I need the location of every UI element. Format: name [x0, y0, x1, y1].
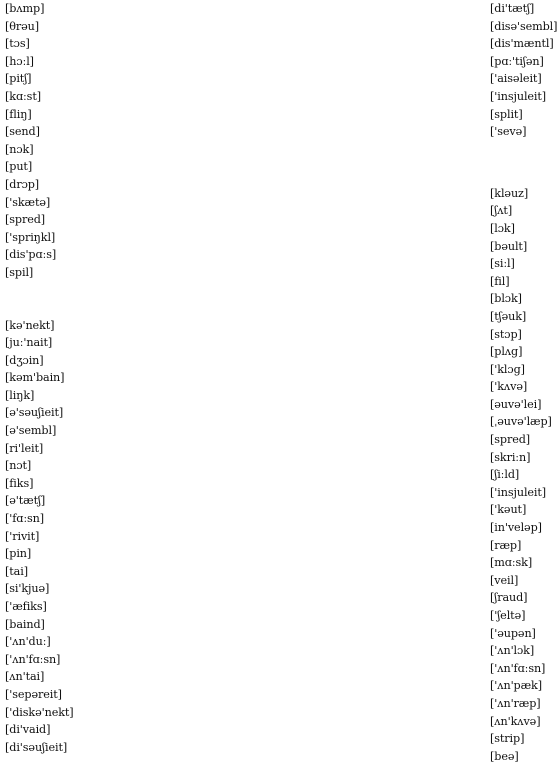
transcription-entry: ['ʃeltə]	[490, 609, 526, 622]
transcription-entry: ['ʌn'fɑːsn]	[490, 661, 546, 675]
transcription-entry: [veil]	[490, 573, 519, 587]
transcription-entry: [baind]	[5, 617, 45, 631]
transcription-entry: [hɔːl]	[5, 54, 34, 68]
transcription-entry: ['ʌn'lɔk]	[490, 644, 535, 658]
transcription-entry: [put]	[5, 160, 33, 174]
transcription-entry: [əuvə'lei]	[490, 397, 542, 411]
transcription-entry: [bʌmp]	[5, 2, 45, 15]
transcription-entry: [fil]	[490, 274, 510, 288]
transcription-entry: [beə]	[490, 749, 519, 763]
transcription-entry: ['insjuleit]	[490, 485, 547, 499]
transcription-entry: ['skætə]	[5, 195, 51, 209]
transcription-entry: [kəm'bain]	[5, 371, 65, 385]
transcription-entry: ['sepəreit]	[5, 687, 62, 701]
right-transcription-column	[490, 0, 557, 765]
transcription-entry: [ʌn'tai]	[5, 670, 45, 684]
transcription-entry: [tɔs]	[5, 37, 30, 51]
transcription-entry: ['kʌvə]	[490, 380, 528, 394]
transcription-entry: [di'tætʃ]	[490, 2, 535, 15]
transcription-entry: ['rivit]	[5, 529, 40, 543]
transcription-entry: [skriːn]	[490, 450, 531, 464]
transcription-entry: [bəult]	[490, 239, 528, 253]
transcription-entry: [dis'mæntl]	[490, 37, 554, 51]
transcription-entry: [kɑːst]	[5, 89, 41, 103]
transcription-entry: [siːl]	[490, 257, 515, 271]
transcription-entry: [ə'sembl]	[5, 424, 57, 438]
transcription-entry: ['klɔg]	[490, 362, 525, 376]
transcription-entry: [di'vaid]	[5, 723, 51, 737]
transcription-entry: ['ʌn'fɑːsn]	[5, 652, 61, 666]
transcription-entry: [θrəu]	[5, 19, 40, 33]
transcription-entry: ['diskə'nekt]	[5, 705, 74, 719]
transcription-entry: [send]	[5, 125, 40, 139]
transcription-entry: [spil]	[5, 265, 34, 279]
transcription-entry: [ʃʌt]	[490, 204, 513, 218]
transcription-entry: [blɔk]	[490, 292, 522, 306]
transcription-entry: [ri'leit]	[5, 441, 44, 455]
transcription-entry: ['ʌn'pæk]	[490, 679, 542, 693]
left-transcription-column	[5, 0, 74, 756]
transcription-entry: [ʌn'kʌvə]	[490, 714, 541, 728]
transcription-entry: [fiks]	[5, 476, 34, 490]
transcription-entry: [disə'sembl]	[490, 19, 557, 33]
transcription-entry: [dʒɔin]	[5, 353, 44, 367]
transcription-entry: [drɔp]	[5, 177, 40, 191]
transcription-entry: [in'veləp]	[490, 521, 542, 535]
transcription-entry: [tʃəuk]	[490, 309, 527, 323]
transcription-entry: [ə'səuʃieit]	[5, 406, 64, 420]
transcription-entry: [nɔt]	[5, 459, 32, 473]
transcription-entry: ['insjuleit]	[490, 89, 547, 103]
transcription-entry: [ræp]	[490, 538, 522, 552]
transcription-entry: [pitʃ]	[5, 72, 32, 86]
transcription-entry: [pin]	[5, 547, 32, 561]
transcription-entry: ['sevə]	[490, 125, 527, 139]
transcription-entry: [si'kjuə]	[5, 582, 50, 596]
transcription-entry: [ə'tætʃ]	[5, 494, 46, 508]
transcription-entry: [tai]	[5, 564, 28, 578]
transcription-entry: [ˌəuvə'læp]	[490, 415, 552, 429]
transcription-entry: ['ʌn'duː]	[5, 635, 51, 649]
transcription-entry: [kə'nekt]	[5, 318, 55, 332]
transcription-entry: [pɑː'tiʃən]	[490, 54, 544, 68]
group-gap	[490, 141, 549, 185]
transcription-entry: ['ʌn'ræp]	[490, 696, 541, 710]
transcription-entry: [mɑːsk]	[490, 556, 533, 570]
transcription-entry: [strip]	[490, 732, 525, 746]
transcription-entry: ['spriŋkl]	[5, 230, 56, 244]
transcription-entry: [spred]	[490, 433, 531, 447]
transcription-entry: [spred]	[5, 213, 46, 227]
transcription-entry: [fliŋ]	[5, 107, 32, 121]
group-gap	[5, 282, 74, 317]
transcription-entry: ['kəut]	[490, 503, 527, 517]
transcription-entry: ['fɑːsn]	[5, 512, 45, 526]
transcription-entry: [di'səuʃieit]	[5, 740, 68, 754]
transcription-entry: [ʃraud]	[490, 591, 528, 605]
transcription-entry: [dis'pɑːs]	[5, 248, 57, 262]
transcription-entry: [split]	[490, 107, 523, 121]
transcription-entry: [juː'nait]	[5, 336, 53, 350]
transcription-entry: ['aisəleit]	[490, 72, 542, 86]
transcription-entry: ['æfiks]	[5, 600, 47, 613]
transcription-entry: [ʃiːld]	[490, 468, 520, 482]
transcription-entry: [plʌg]	[490, 345, 523, 359]
transcription-entry: ['əupən]	[490, 626, 536, 640]
transcription-entry: [lɔk]	[490, 221, 515, 235]
transcription-entry: [kləuz]	[490, 186, 529, 200]
transcription-entry: [liŋk]	[5, 388, 35, 402]
transcription-entry: [stɔp]	[490, 327, 522, 341]
transcription-entry: [nɔk]	[5, 142, 34, 156]
